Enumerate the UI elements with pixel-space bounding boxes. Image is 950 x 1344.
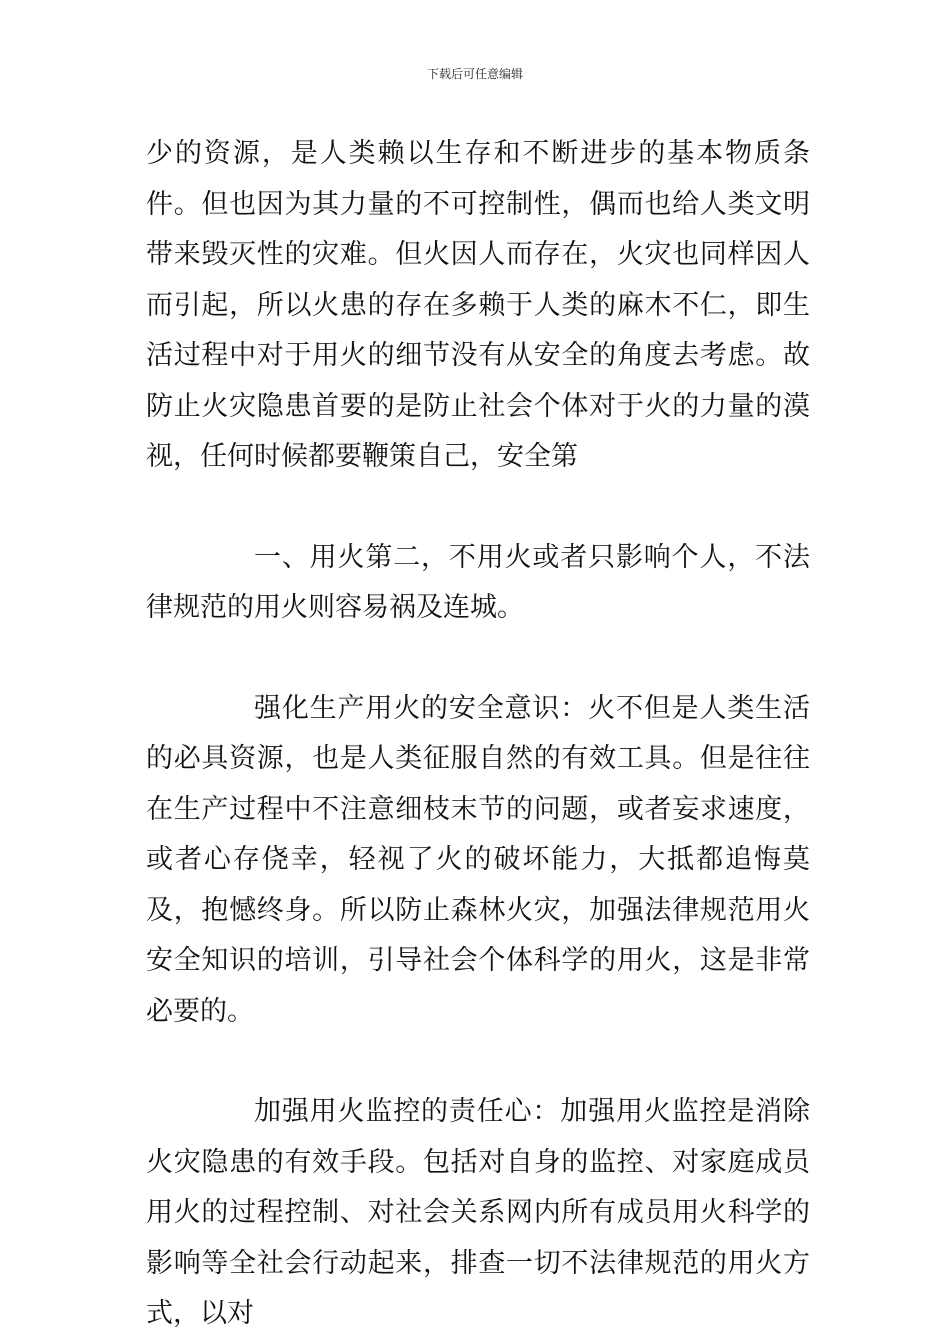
paragraph-fire-use-second: 一、用火第二，不用火或者只影响个人，不法律规范的用火则容易祸及连城。: [146, 541, 810, 623]
document-body: [146, 129, 810, 1340]
paragraph-production-safety: 强化生产用火的安全意识：火不但是人类生活的必具资源，也是人类征服自然的有效工具。但是往往在生产过程中不注意细枝末节的问题，或者妄求速度，或者心存侥幸，轻视了火的破坏能力，大抵都追悔莫及，抱憾终身。所以防止森林火灾，加强法律规范用火安全知识的培训，引导社会个体科学的用火，这是非常必要的。: [146, 692, 810, 1027]
paragraph-continued: 少的资源，是人类赖以生存和不断进步的基本物质条件。但也因为其力量的不可控制性，偶而也给人类文明带来毁灭性的灾难。但火因人而存在，火灾也同样因人而引起，所以火患的存在多赖于人类的麻木不仁，即生活过程中对于用火的细节没有从安全的角度去考虑。故防止火灾隐患首要的是防止社会个体对于火的力量的漠视，任何时候都要鞭策自己，安全第: [146, 138, 810, 472]
page-header: 下载后可任意编辑: [426, 67, 523, 81]
paragraph-fire-monitoring: 加强用火监控的责任心：加强用火监控是消除火灾隐患的有效手段。包括对自身的监控、对家庭成员用火的过程控制、对社会关系网内所有成员用火科学的影响等全社会行动起来，排查一切不法律规范的用火方式，以对: [146, 1096, 810, 1329]
